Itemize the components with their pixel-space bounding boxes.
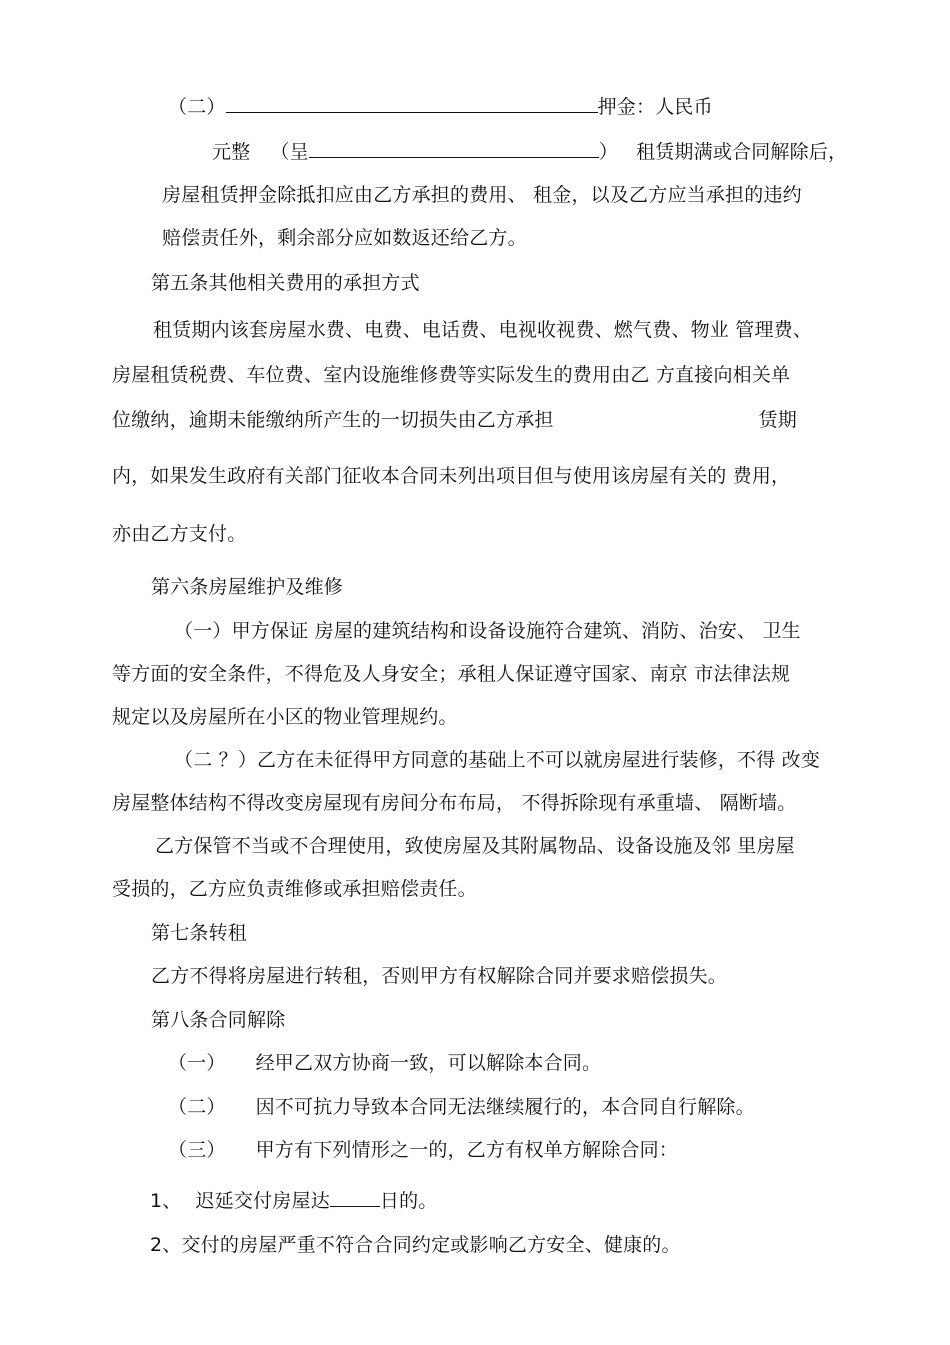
list-item: 2、交付的房屋严重不符合合同约定或影响乙方安全、健康的。 xyxy=(150,1234,681,1256)
text-segment: 赁期 xyxy=(758,409,798,431)
fill-in-blank xyxy=(330,1188,380,1207)
fill-in-blank xyxy=(226,94,598,113)
article-7-heading: 第七条转租 xyxy=(151,922,248,944)
fill-in-blank xyxy=(309,139,599,158)
article-8-heading: 第八条合同解除 xyxy=(151,1009,286,1031)
clause-number: （二） xyxy=(168,96,226,118)
paragraph-line: 房屋整体结构不得改变房屋现有房间分布布局， 不得拆除现有承重墙、 隔断墙。 xyxy=(112,792,797,814)
text-segment: 租赁期满或合同解除后， xyxy=(636,141,848,163)
paragraph-line: 乙方不得将房屋进行转租，否则甲方有权解除合同并要求赔偿损失。 xyxy=(151,965,728,987)
list-item xyxy=(150,1188,438,1213)
clause-number: （一） xyxy=(168,1052,226,1074)
paragraph-line: 赔偿责任外，剩余部分应如数返还给乙方。 xyxy=(162,227,527,249)
article-5-heading: 第五条其他相关费用的承担方式 xyxy=(151,272,420,294)
paragraph-line: （二 ？）乙方在未征得甲方同意的基础上不可以就房屋进行装修，不得 改变 xyxy=(174,749,821,771)
paragraph-line: 房屋租赁税费、车位费、室内设施维修费等实际发生的费用由乙 方直接向相关单 xyxy=(112,364,791,386)
text-segment: ） xyxy=(598,141,619,163)
clause-number: 1、 xyxy=(150,1190,182,1212)
paragraph-line: 亦由乙方支付。 xyxy=(112,523,247,545)
paragraph-line: 乙方保管不当或不合理使用，致使房屋及其附属物品、设备设施及邻 里房屋 xyxy=(155,835,795,857)
text-segment: 甲方有下列情形之一的，乙方有权单方解除合同： xyxy=(255,1139,679,1161)
paragraph-line xyxy=(112,408,797,432)
paragraph-line: 房屋租赁押金除抵扣应由乙方承担的费用、 租金，以及乙方应当承担的违约 xyxy=(162,184,802,206)
deposit-amount-line xyxy=(212,139,847,164)
paragraph-line: 等方面的安全条件，不得危及人身安全；承租人保证遵守国家、南京 市法律法规 xyxy=(112,663,791,685)
deposit-line xyxy=(168,94,713,119)
text-segment: 日的。 xyxy=(379,1190,438,1212)
text-segment: （呈 xyxy=(270,141,309,163)
text-segment: 因不可抗力导致本合同无法继续履行的，本合同自行解除。 xyxy=(255,1096,755,1118)
text-segment: 位缴纳，逾期未能缴纳所产生的一切损失由乙方承担 xyxy=(112,409,554,431)
text-segment: 迟延交付房屋达 xyxy=(195,1190,330,1212)
paragraph-line: （一）甲方保证 房屋的建筑结构和设备设施符合建筑、消防、治安、 卫生 xyxy=(174,620,801,642)
text-segment: 经甲乙双方协商一致，可以解除本合同。 xyxy=(255,1052,602,1074)
list-item xyxy=(168,1095,755,1119)
paragraph-line: 规定以及房屋所在小区的物业管理规约。 xyxy=(112,706,458,728)
clause-number: （二） xyxy=(168,1096,226,1118)
list-item xyxy=(168,1051,601,1075)
text-segment: 押金：人民币 xyxy=(597,96,713,118)
text-segment: 元整 xyxy=(212,141,251,163)
list-item xyxy=(168,1138,678,1162)
clause-number: （三） xyxy=(168,1139,226,1161)
article-6-heading: 第六条房屋维护及维修 xyxy=(151,576,344,598)
paragraph-line: 内，如果发生政府有关部门征收本合同未列出项目但与使用该房屋有关的 费用， xyxy=(112,465,791,487)
paragraph-line: 受损的，乙方应负责维修或承担赔偿责任。 xyxy=(112,878,477,900)
paragraph-line: 租赁期内该套房屋水费、电费、电话费、电视收视费、燃气费、物业 管理费、 xyxy=(153,319,813,341)
